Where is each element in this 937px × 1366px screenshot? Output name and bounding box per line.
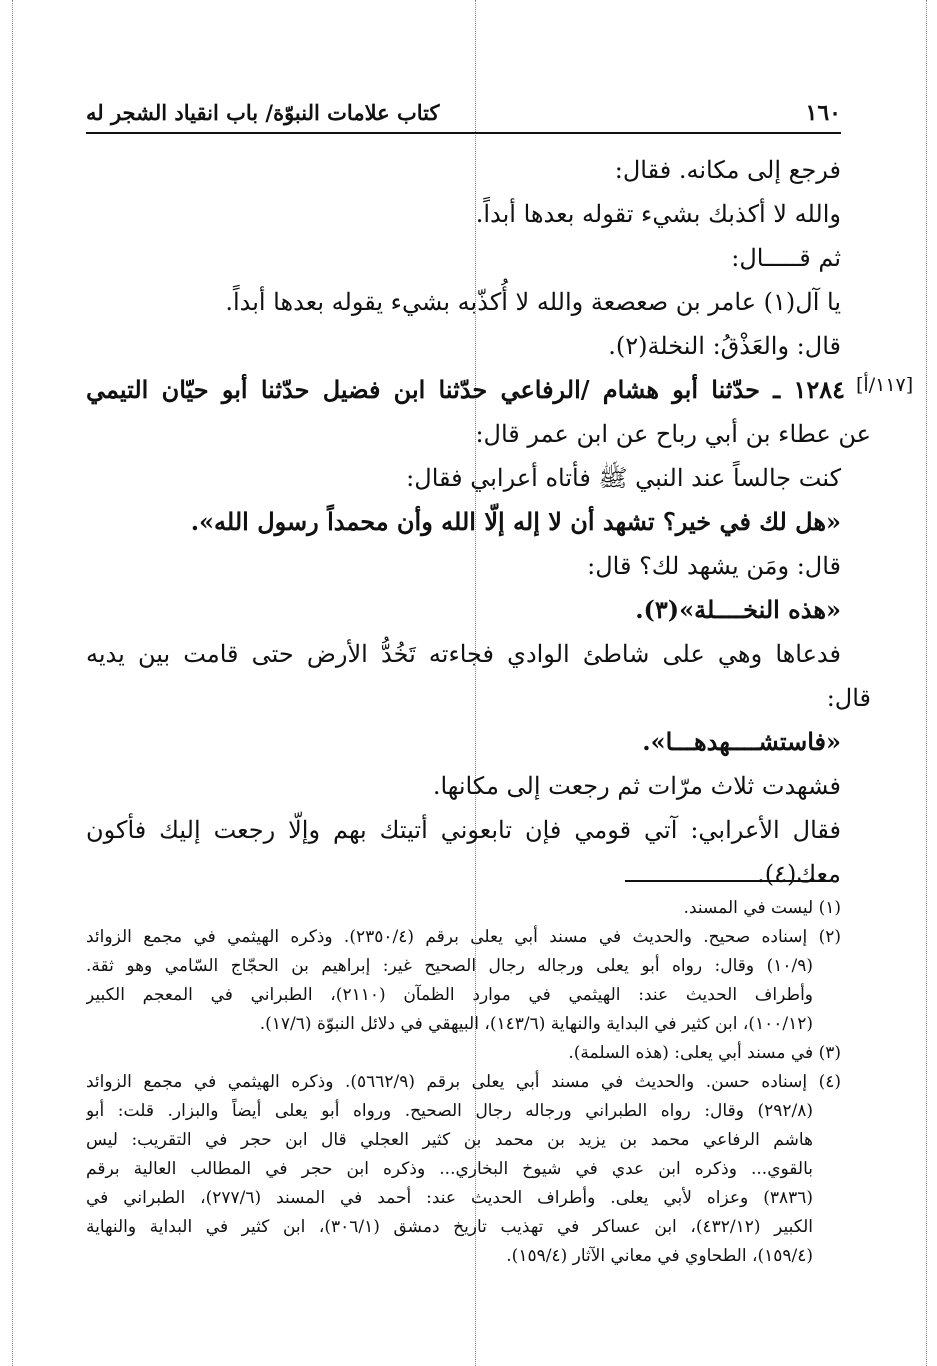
manuscript-folio-ref: [١١٧/أ] (856, 374, 914, 396)
text-line: والله لا أكذبك بشيء تقوله بعدها أبداً. (475, 200, 841, 228)
footnote-line: (٣٨٣٦) وعزاه لأبي يعلى. وأطراف الحديث عند: أحمد في المسند (٢٧٧/٦)، الطبراني في (86, 1188, 813, 1208)
text-line: فشهدت ثلاث مرّات ثم رجعت إلى مكانها. (432, 772, 841, 800)
quote-line: «هل لك في خير؟ تشهد أن لا إله إلّا الله وأن محمداً رسول الله». (190, 507, 841, 536)
text-line: معك(٤). (757, 860, 841, 888)
text-line: ثم قـــــال: (731, 244, 841, 272)
text-line: قال: والعَذْقُ: النخلة(٢). (608, 332, 841, 360)
footnote-line: الكبير (٤٣٢/١٢)، ابن عساكر في تهذيب تاريخ دمشق (٣٠٦/١)، ابن كثير في البداية والنهاية (86, 1217, 813, 1237)
quote-line: «فاستشــــهدهـــا». (642, 727, 841, 756)
footnote-line: (٢٩٢/٨) وقال: رواه الطبراني ورجاله رجال الصحيح. ورواه أبو يعلى أيضاً والبزار. قلت: أبو (86, 1101, 813, 1121)
footnote-line: (٤) إسناده حسن. والحديث في مسند أبي يعلى برقم (٥٦٦٢/٩). وذكره الهيثمي في مجمع الزوائد (86, 1072, 841, 1092)
header-rule (86, 132, 841, 134)
page-number: ١٦٠ (805, 100, 841, 126)
footnote-line: (٣) في مسند أبي يعلى: (هذه السلمة). (568, 1043, 841, 1063)
chapter-title: كتاب علامات النبوّة/ باب انقياد الشجر له (86, 100, 440, 125)
right-margin-dotted-line (926, 0, 927, 1366)
footnote-line: (٢) إسناده صحيح. والحديث في مسند أبي يعلى برقم (٢٣٥٠/٤). وذكره الهيثمي في مجمع الزوائد (86, 927, 841, 947)
footnote-line: وأطراف الحديث عند: الهيثمي في موارد الظمآن (٢١١٠)، الطبراني في المعجم الكبير (86, 985, 813, 1005)
text-line: كنت جالساً عند النبي ﷺ فأتاه أعرابي فقال: (406, 464, 841, 492)
footnote-line: (١٠٠/١٢)، ابن كثير في البداية والنهاية (١٤٣/٦)، البيهقي في دلائل النبوّة (١٧/٦). (259, 1014, 813, 1034)
main-text (86, 148, 871, 896)
text-line: فرجع إلى مكانه. فقال: (614, 156, 841, 184)
footnote-separator (625, 880, 830, 882)
text-line: قال: (826, 684, 871, 712)
quote-line: «هذه النخــــلة»(٣). (635, 595, 841, 624)
footnotes (86, 894, 841, 1271)
left-margin-dotted-line (12, 0, 13, 1366)
footnote-line: هاشم الرفاعي محمد بن يزيد بن محمد بن كثير العجلي قال ابن حجر في التقريب: ليس (86, 1130, 813, 1150)
footnote-line: (١) ليست في المسند. (683, 898, 841, 918)
hadith-number-line: ١٢٨٤ ـ حدّثنا أبو هشام /الرفاعي حدّثنا ابن فضيل حدّثنا أبو حيّان التيمي (86, 375, 845, 404)
footnote-line: (١٠/٩) وقال: رواه أبو يعلى ورجاله رجال الصحيح غير: إبراهيم بن الحجّاج السّامي وهو ثقة. (86, 956, 813, 976)
text-line: عن عطاء بن أبي رباح عن ابن عمر قال: (475, 420, 871, 448)
footnote-line: (١٥٩/٤)، الطحاوي في معاني الآثار (١٥٩/٤). (506, 1246, 813, 1266)
text-line: فقال الأعرابي: آتي قومي فإن تابعوني أتيتك بهم وإلّا رجعت إليك فأكون (86, 816, 841, 844)
running-header (86, 96, 841, 132)
text-line: يا آل(١) عامر بن صعصعة والله لا أُكذّبه بشيء يقوله بعدها أبداً. (225, 288, 841, 316)
footnote-line: بالقوي... وذكره ابن عدي في شيوخ البخاري... وذكره ابن حجر في المطالب العالية برقم (86, 1159, 813, 1179)
text-line: قال: ومَن يشهد لك؟ قال: (587, 552, 841, 580)
text-line: فدعاها وهي على شاطئ الوادي فجاءته تَخُدُّ الأرض حتى قامت بين يديه (86, 640, 841, 668)
